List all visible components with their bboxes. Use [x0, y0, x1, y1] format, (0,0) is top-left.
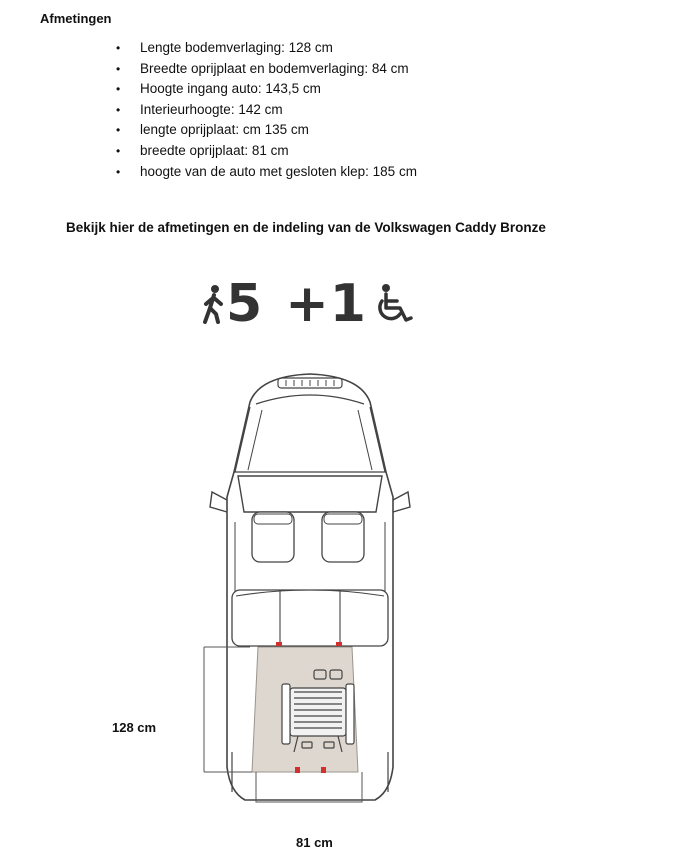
length-label: 128 cm — [112, 720, 157, 735]
seat-count: 5 — [226, 274, 264, 334]
right-mirror — [393, 492, 410, 512]
car-topview-drawing — [190, 372, 430, 812]
diagram-subtitle: Bekijk hier de afmetingen en de indeling van de Volkswagen Caddy Bronze — [66, 220, 546, 235]
list-item: • Breedte oprijplaat en bodemverlaging: 84 cm — [116, 59, 417, 80]
spec-list — [116, 38, 417, 182]
list-item: • Hoogte ingang auto: 143,5 cm — [116, 79, 417, 100]
red-marker — [295, 767, 300, 773]
left-mirror — [210, 492, 227, 512]
red-marker — [276, 642, 282, 646]
width-dimension-line — [256, 772, 362, 802]
list-item: • hoogte van de auto met gesloten klep: 185 cm — [116, 162, 417, 183]
capacity-banner — [200, 276, 415, 332]
rear-bench — [232, 590, 388, 646]
length-dimension-line — [204, 647, 252, 772]
car-diagram — [190, 372, 430, 812]
list-item: • Interieurhoogte: 142 cm — [116, 100, 417, 121]
windshield — [238, 476, 382, 512]
red-marker — [336, 642, 342, 646]
front-seat-left — [252, 512, 294, 562]
list-item: • lengte oprijplaat: cm 135 cm — [116, 120, 417, 141]
red-marker — [321, 767, 326, 773]
width-label: 81 cm — [296, 835, 333, 850]
wheelchair-icon — [373, 283, 415, 325]
list-item: • breedte oprijplaat: 81 cm — [116, 141, 417, 162]
list-item: • Lengte bodemverlaging: 128 cm — [116, 38, 417, 59]
person-walking-icon — [200, 284, 226, 324]
wheelchair-count: +1 — [285, 274, 367, 334]
front-seat-right — [322, 512, 364, 562]
section-heading: Afmetingen — [40, 11, 112, 26]
